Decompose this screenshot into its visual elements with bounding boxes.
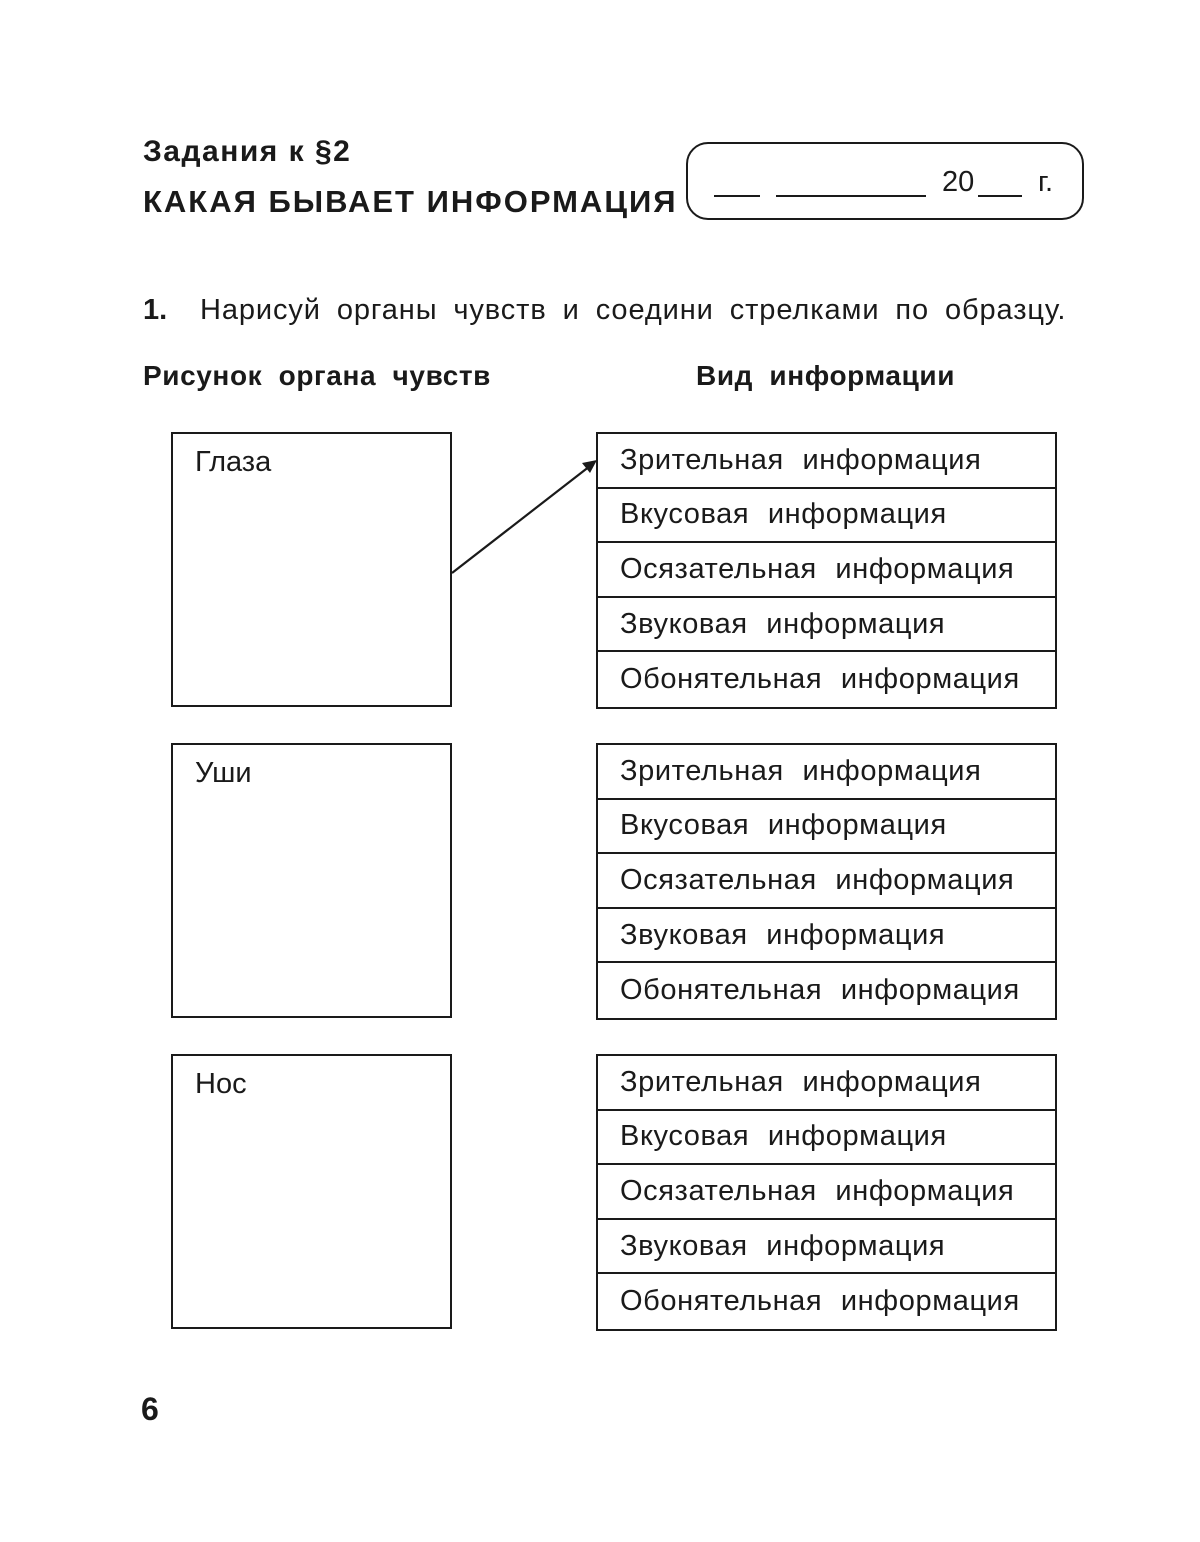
info-type-row: Вкусовая информация: [598, 800, 1055, 855]
page-number: 6: [141, 1391, 159, 1427]
info-type-row: Осязательная информация: [598, 854, 1055, 909]
info-type-row: Осязательная информация: [598, 543, 1055, 598]
section-label: Задания к §2: [143, 135, 352, 168]
info-type-row: Обонятельная информация: [620, 974, 1020, 1007]
date-year-suffix: г.: [1038, 166, 1054, 198]
date-month-blank: [776, 195, 926, 197]
info-type-row: Осязательная информация: [598, 1165, 1055, 1220]
organ-label: Уши: [195, 757, 252, 789]
info-type-table-nose: [596, 1054, 1057, 1331]
info-type-row: Звуковая информация: [598, 598, 1055, 653]
info-type-row: Вкусовая информация: [598, 489, 1055, 544]
organ-drawing-box-nose: [171, 1054, 452, 1329]
task-instruction: Нарисуй органы чувств и соедини стрелками по образцу.: [200, 294, 1067, 326]
info-type-row: Зрительная информация: [598, 1056, 1055, 1111]
column-header-organ-drawing: Рисунок органа чувств: [143, 360, 491, 391]
info-type-table-eyes: [596, 432, 1057, 709]
organ-label: Глаза: [195, 446, 272, 478]
info-type-table-ears: [596, 743, 1057, 1020]
organ-drawing-box-eyes: [171, 432, 452, 707]
date-day-blank: [714, 195, 760, 197]
date-century: 20: [942, 166, 975, 198]
info-type-row: Звуковая информация: [598, 909, 1055, 964]
info-type-row: Обонятельная информация: [620, 1285, 1020, 1318]
organ-drawing-box-ears: [171, 743, 452, 1018]
arrow-head-icon: [582, 460, 597, 473]
info-type-row: Зрительная информация: [598, 434, 1055, 489]
arrow-line: [452, 466, 590, 573]
info-type-row: Обонятельная информация: [620, 663, 1020, 696]
info-type-row: Зрительная информация: [598, 745, 1055, 800]
date-box: [686, 142, 1084, 220]
date-year-blank: [978, 195, 1022, 197]
page-title: КАКАЯ БЫВАЕТ ИНФОРМАЦИЯ: [143, 184, 678, 219]
task-number: 1.: [143, 294, 168, 326]
info-type-row: Вкусовая информация: [598, 1111, 1055, 1166]
info-type-row: Звуковая информация: [598, 1220, 1055, 1275]
column-header-info-type: Вид информации: [696, 360, 956, 391]
organ-label: Нос: [195, 1068, 247, 1100]
